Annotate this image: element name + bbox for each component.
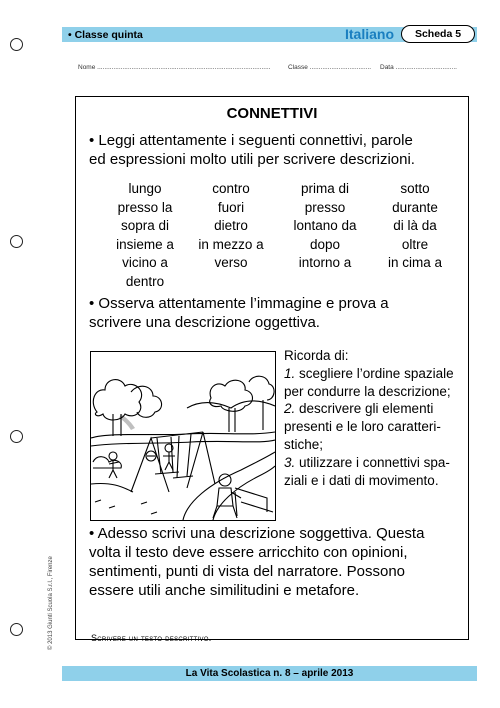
connective-word: fuori	[217, 199, 245, 215]
date-field[interactable]: Data ..................................	[380, 64, 457, 71]
binder-hole-upper-middle	[10, 235, 23, 248]
instruction-3-line-1: • Adesso scrivi una descrizione soggettiva. Questa	[89, 525, 425, 542]
connectives-column-4	[370, 180, 460, 273]
connective-word: presso	[304, 199, 346, 215]
connective-word: lontano da	[293, 218, 357, 233]
worksheet-title: CONNETTIVI	[226, 105, 318, 122]
connective-word: dentro	[125, 273, 165, 289]
name-label: Nome	[78, 64, 96, 71]
reminder-item-1-line-2: per condurre la descrizione;	[284, 383, 451, 399]
reminder-item-2-line-2: presenti e le loro caratteri-	[284, 419, 441, 435]
connectives-column-1	[100, 180, 190, 291]
instruction-3-line-4: essere utili anche similitudini e metafore.	[89, 582, 360, 599]
reminder-text: descrivere gli elementi	[295, 401, 434, 417]
reminder-title: Ricorda di:	[284, 348, 349, 363]
instruction-2-line-2: scrivere una descrizione oggettiva.	[89, 314, 320, 331]
connective-word: oltre	[401, 236, 429, 252]
connective-word: insieme a	[116, 236, 174, 252]
instruction-3-line-2: volta il testo deve essere arricchito con opinioni,	[89, 544, 408, 561]
reminder-number: 3.	[284, 454, 296, 470]
reminder-text: utilizzare i connettivi spa-	[295, 454, 450, 470]
sheet-badge: Scheda 5	[401, 25, 475, 43]
subject-label: Italiano	[345, 26, 395, 42]
copyright-notice: © 2013 Giunti Scuola S.r.l., Firenze	[48, 556, 54, 650]
connectives-column-2	[186, 180, 276, 273]
binder-hole-bottom	[10, 623, 23, 636]
connective-word: dietro	[214, 218, 248, 233]
reminder-text: scegliere l’ordine spaziale	[295, 365, 454, 381]
name-field[interactable]: Nome ................................................................................................	[78, 64, 271, 71]
footer-bar	[62, 666, 477, 681]
connective-word: prima di	[300, 181, 349, 196]
instruction-1-line-2: ed espressioni molto utili per scrivere descrizioni.	[89, 151, 415, 168]
connective-word: dopo	[309, 236, 341, 252]
reminder-number: 1.	[284, 365, 296, 381]
connectives-column-3	[280, 180, 370, 273]
section-label	[91, 633, 212, 643]
reminder-item-2-line-1	[284, 400, 454, 418]
connective-word: presso la	[117, 199, 173, 215]
section-label-text: Scrivere un testo descrittivo.	[91, 633, 212, 643]
class-field[interactable]: Classe ..................................	[288, 64, 372, 71]
reminder-item-2-line-3: stiche;	[284, 436, 324, 452]
worksheet-box	[75, 96, 469, 643]
connective-word: verso	[214, 255, 248, 270]
reminder-item-3-line-2: ziali e i dati di movimento.	[284, 472, 439, 488]
date-label: Data	[380, 64, 394, 71]
connective-word: lungo	[128, 181, 162, 196]
connective-word: contro	[212, 181, 250, 196]
instruction-3-line-3: sentimenti, punti di vista del narratore. Possono	[89, 563, 406, 580]
reminder-number: 2.	[284, 401, 296, 417]
reminder-item-1-line-1	[284, 365, 454, 383]
instruction-2-line-1: • Osserva attentamente l’immagine e prova a	[89, 295, 389, 312]
connective-word: sopra di	[120, 218, 170, 233]
footer-text: La Vita Scolastica n. 8 – aprile 2013	[185, 668, 354, 679]
park-illustration	[90, 351, 276, 521]
binder-hole-lower-middle	[10, 430, 23, 443]
binder-hole-top	[10, 38, 23, 51]
connective-word: di là da	[393, 218, 437, 233]
reminder-box	[284, 347, 454, 489]
class-label: Classe	[288, 64, 308, 71]
connective-word: durante	[392, 199, 438, 215]
connective-word: in mezzo a	[198, 236, 264, 252]
grade-label: • Classe quinta	[68, 29, 143, 41]
reminder-item-3-line-1	[284, 454, 454, 472]
connective-word: intorno a	[298, 255, 352, 270]
connective-word: vicino a	[122, 255, 168, 270]
connective-word: in cima a	[387, 255, 443, 270]
instruction-1-line-1: • Leggi attentamente i seguenti connettivi, parole	[89, 132, 413, 149]
park-drawing	[91, 352, 275, 520]
connective-word: sotto	[400, 181, 430, 196]
